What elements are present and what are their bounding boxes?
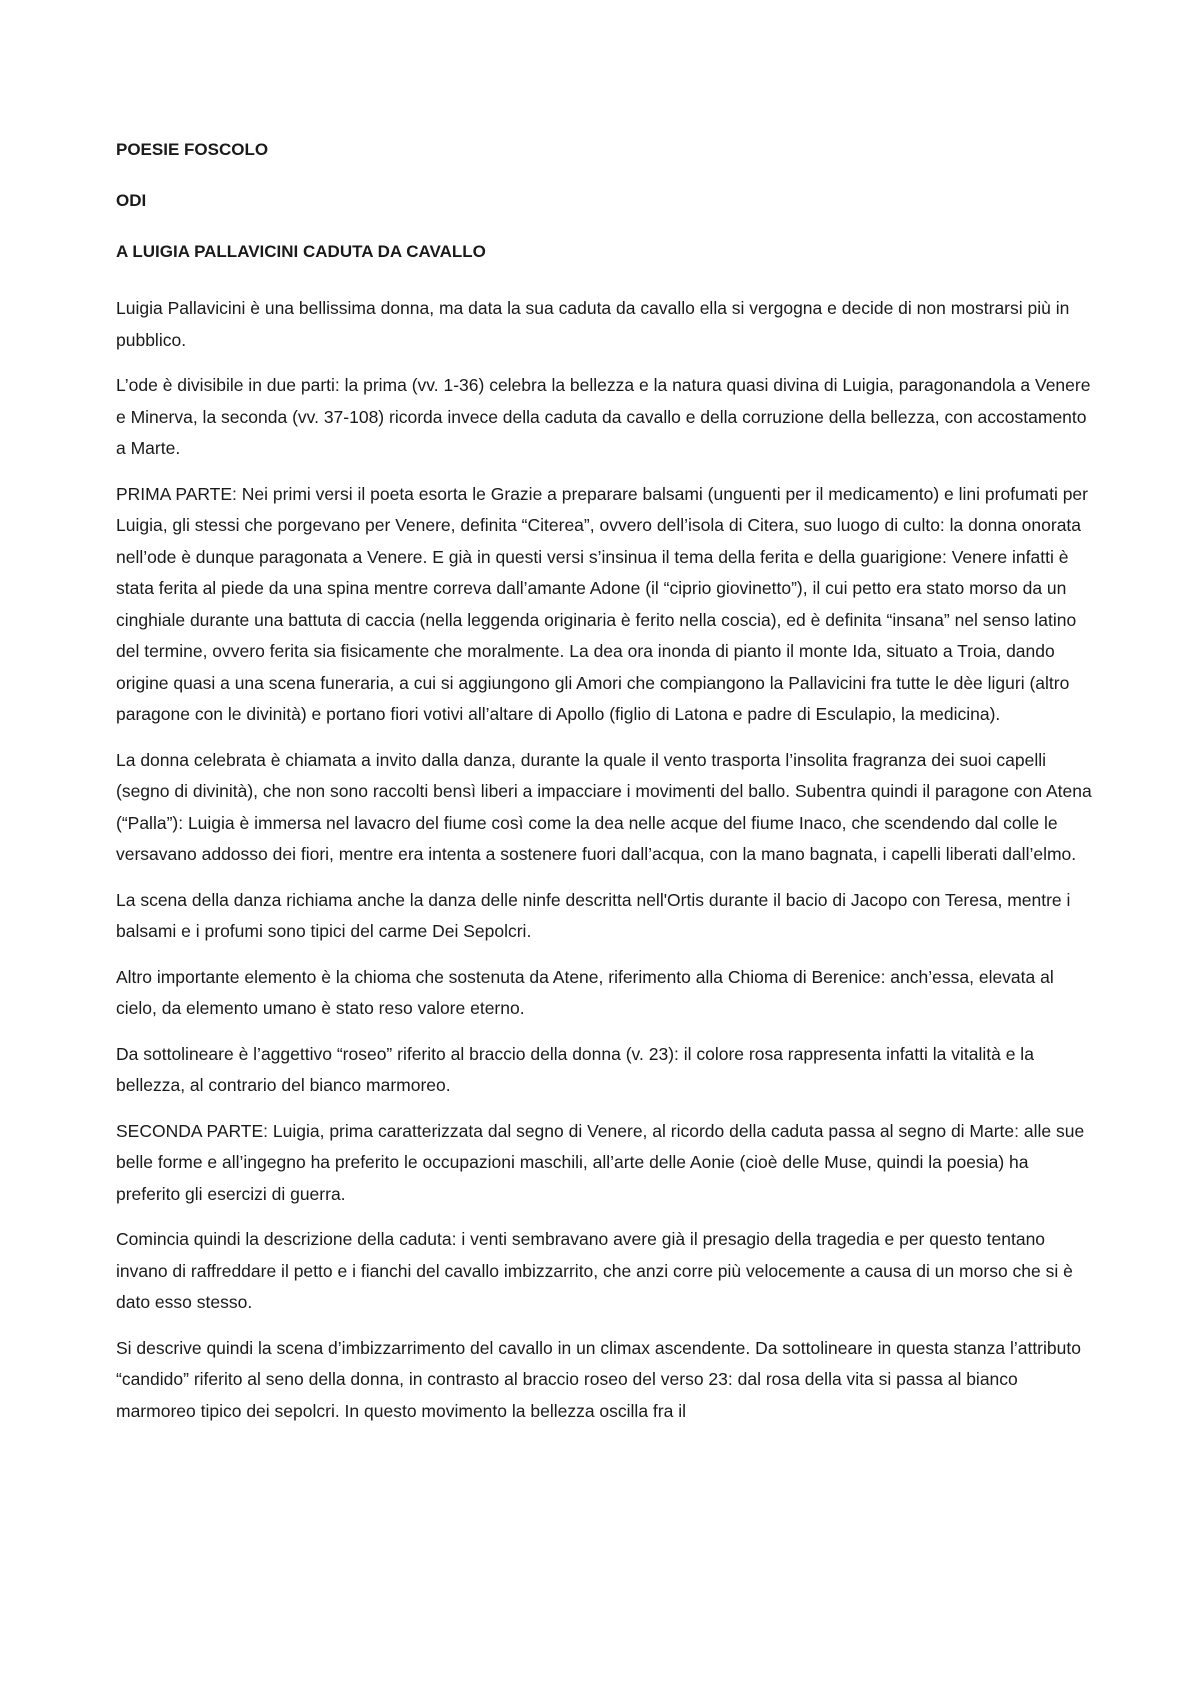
paragraph-seconda-parte: SECONDA PARTE: Luigia, prima caratterizzata dal segno di Venere, al ricordo della caduta passa al segno di Marte: alle sue belle forme e all’ingegno ha preferito le occupazioni maschili, all’arte delle Aonie (cioè delle Muse, quindi la poesia) ha preferito gli esercizi di guerra. — [116, 1120, 1085, 1204]
paragraph-intro: Luigia Pallavicini è una bellissima donna, ma data la sua caduta da cavallo ella si vergogna e decide di non mostrarsi più in pubblico. — [116, 298, 1070, 350]
paragraph-climax: Si descrive quindi la scena d’imbizzarrimento del cavallo in un climax ascendente. Da sottolineare in questa stanza l’attributo “candido” riferito al seno della donna, in contrasto al braccio roseo del verso 23: dal rosa della vita si passa al bianco marmoreo tipico dei sepolcri. In questo movimento la bellezza oscilla fra il — [116, 1337, 1081, 1421]
paragraph-prima-parte: PRIMA PARTE: Nei primi versi il poeta esorta le Grazie a preparare balsami (unguenti per il medicamento) e lini profumati per Luigia, gli stessi che porgevano per Venere, definita “Citerea”, ovvero dell’isola di Citera, suo luogo di culto: la donna onorata nell’ode è dunque paragonata a Venere. E già in questi versi s’insinua il tema della ferita e della guarigione: Venere infatti è stata ferita al piede da una spina mentre correva dall’amante Adone (il “ciprio giovinetto”), il cui petto era stato morso da un cinghiale durante una battuta di caccia (nella leggenda originaria è ferito nella coscia), ed è definita “insana” nel senso latino del termine, ovvero ferita sia fisicamente che moralmente. La dea ora inonda di pianto il monte Ida, situato a Troia, dando origine quasi a una scena funeraria, a cui si aggiungono gli Amori che compiangono la Pallavicini fra tutte le dèe liguri (altro paragone con le divinità) e portano fiori votivi all’altare di Apollo (figlio di Latona e padre di Esculapio, la medicina). — [116, 483, 1088, 724]
paragraph-roseo: Da sottolineare è l’aggettivo “roseo” riferito al braccio della donna (v. 23): il colore rosa rappresenta infatti la vitalità e la bellezza, al contrario del bianco marmoreo. — [116, 1043, 1034, 1095]
document-page — [116, 140, 1092, 1441]
paragraph-ortis: La scena della danza richiama anche la danza delle ninfe descritta nell'Ortis durante il bacio di Jacopo con Teresa, mentre i balsami e i profumi sono tipici del carme Dei Sepolcri. — [116, 889, 1071, 941]
paragraph-chioma: Altro importante elemento è la chioma che sostenuta da Atene, riferimento alla Chioma di Berenice: anch’essa, elevata al cielo, da elemento umano è stato reso valore eterno. — [116, 966, 1054, 1018]
paragraph-danza: La donna celebrata è chiamata a invito dalla danza, durante la quale il vento trasporta l’insolita fragranza dei suoi capelli (segno di divinità), che non sono raccolti bensì liberi a impacciare i movimenti del ballo. Subentra quindi il paragone con Atena (“Palla”): Luigia è immersa nel lavacro del fiume così come la dea nelle acque del fiume Inaco, che scendendo dal colle le versavano addosso dei fiori, mentre era intenta a sostenere fuori dall’acqua, con la mano bagnata, i capelli liberati dall’elmo. — [116, 749, 1092, 864]
poem-title: A LUIGIA PALLAVICINI CADUTA DA CAVALLO — [116, 242, 486, 261]
paragraph-structure: L’ode è divisibile in due parti: la prima (vv. 1-36) celebra la bellezza e la natura quasi divina di Luigia, paragonandola a Venere e Minerva, la seconda (vv. 37-108) ricorda invece della caduta da cavallo e della corruzione della bellezza, con accostamento a Marte. — [116, 375, 1091, 458]
section-title: ODI — [116, 191, 147, 210]
document-title: POESIE FOSCOLO — [116, 140, 269, 159]
paragraph-caduta: Comincia quindi la descrizione della caduta: i venti sembravano avere già il presagio della tragedia e per questo tentano invano di raffreddare il petto e i fianchi del cavallo imbizzarrito, che anzi corre più velocemente a causa di un morso che si è dato esso stesso. — [116, 1229, 1073, 1312]
